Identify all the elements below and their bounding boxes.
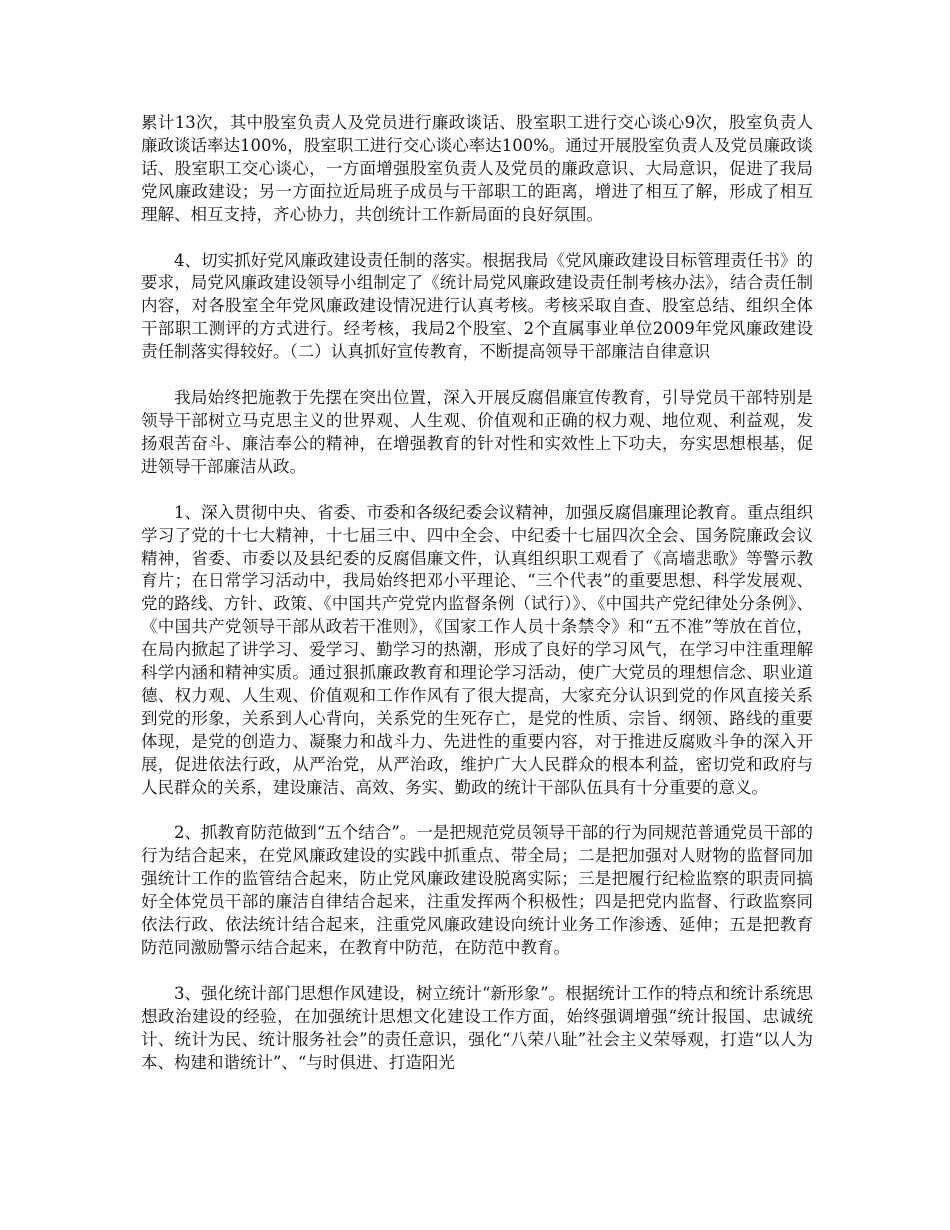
- paragraph-five-combinations: 2、抓教育防范做到“五个结合”。一是把规范党员领导干部的行为同规范普通党员干部的行为结合起来，在党风廉政建设的实践中抓重点、带全局；二是把加强对人财物的监督同加强统计工作的监管结合起来，防止党风廉政建设脱离实际；三是把履行纪检监察的职责同搞好全体党员干部的廉洁自律结合起来，注重发挥两个积极性；四是把党内监督、行政监察同依法行政、依法统计结合起来，注重党风廉政建设向统计业务工作渗透、延伸；五是把教育防范同激励警示结合起来，在教育中防范，在防范中教育。: [141, 823, 813, 957]
- paragraph-theory-education: 1、深入贯彻中央、省委、市委和各级纪委会议精神，加强反腐倡廉理论教育。重点组织学习了党的十七大精神，十七届三中、四中全会、中纪委十七届四次全会、国务院廉政会议精神，省委、市委以及县纪委的反腐倡廉文件，认真组织职工观看了《高墙悲歌》等警示教育片；在日常学习活动中，我局始终把邓小平理论、“三个代表”的重要思想、科学发展观、党的路线、方针、政策、《中国共产党党内监督条例（试行）》、《中国共产党纪律处分条例》、《中国共产党领导干部从政若干准则》，《国家工作人员十条禁令》和“五不准”等放在首位，在局内掀起了讲学习、爱学习、勤学习的热潮，形成了良好的学习风气，在学习中注重理解科学内涵和精神实质。通过狠抓廉政教育和理论学习活动，使广大党员的理想信念、职业道德、权力观、人生观、价值观和工作作风有了很大提高，大家充分认识到党的作风直接关系到党的形象，关系到人心背向，关系党的生死存亡，是党的性质、宗旨、纲领、路线的重要体现，是党的创造力、凝聚力和战斗力、先进性的重要内容，对于推进反腐败斗争的深入开展，促进依法行政，从严治党，从严治政，维护广大人民群众的根本利益，密切党和政府与人民群众的关系，建设廉洁、高效、务实、勤政的统计干部队伍具有十分重要的意义。: [141, 502, 813, 797]
- paragraph-talks-summary: 累计13次，其中股室负责人及党员进行廉政谈话、股室职工进行交心谈心9次，股室负责人廉政谈话率达100%，股室职工进行交心谈心率达100%。通过开展股室负责人及党员廉政谈话、股室职工交心谈心，一方面增强股室负责人及党员的廉政意识、大局意识，促进了我局党风廉政建设；另一方面拉近局班子成员与干部职工的距离，增进了相互了解，形成了相互理解、相互支持，齐心协力，共创统计工作新局面的良好氛围。: [141, 113, 813, 224]
- paragraph-new-image: 3、强化统计部门思想作风建设，树立统计“新形象”。根据统计工作的特点和统计系统思想政治建设的经验，在加强统计思想文化建设工作方面，始终强调增强“统计报国、忠诚统计、统计为民、统计服务社会”的责任意识，强化“八荣八耻”社会主义荣辱观，打造“以人为本、构建和谐统计”、“与时俱进、打造阳光: [141, 983, 813, 1072]
- document-body: [141, 112, 813, 1098]
- paragraph-responsibility-system: 4、切实抓好党风廉政建设责任制的落实。根据我局《党风廉政建设目标管理责任书》的要求，局党风廉政建设领导小组制定了《统计局党风廉政建设责任制考核办法》，结合责任制内容，对各股室全年党风廉政建设情况进行认真考核。考核采取自查、股室总结、组织全体干部职工测评的方式进行。经考核，我局2个股室、2个直属事业单位2009年党风廉政建设责任制落实得较好。（二）认真抓好宣传教育，不断提高领导干部廉洁自律意识: [141, 250, 813, 362]
- paragraph-education-intro: 我局始终把施教于先摆在突出位置，深入开展反腐倡廉宣传教育，引导党员干部特别是领导干部树立马克思主义的世界观、人生观、价值观和正确的权力观、地位观、利益观，发扬艰苦奋斗、廉洁奉公的精神，在增强教育的针对性和实效性上下功夫，夯实思想根基，促进领导干部廉洁从政。: [141, 388, 813, 476]
